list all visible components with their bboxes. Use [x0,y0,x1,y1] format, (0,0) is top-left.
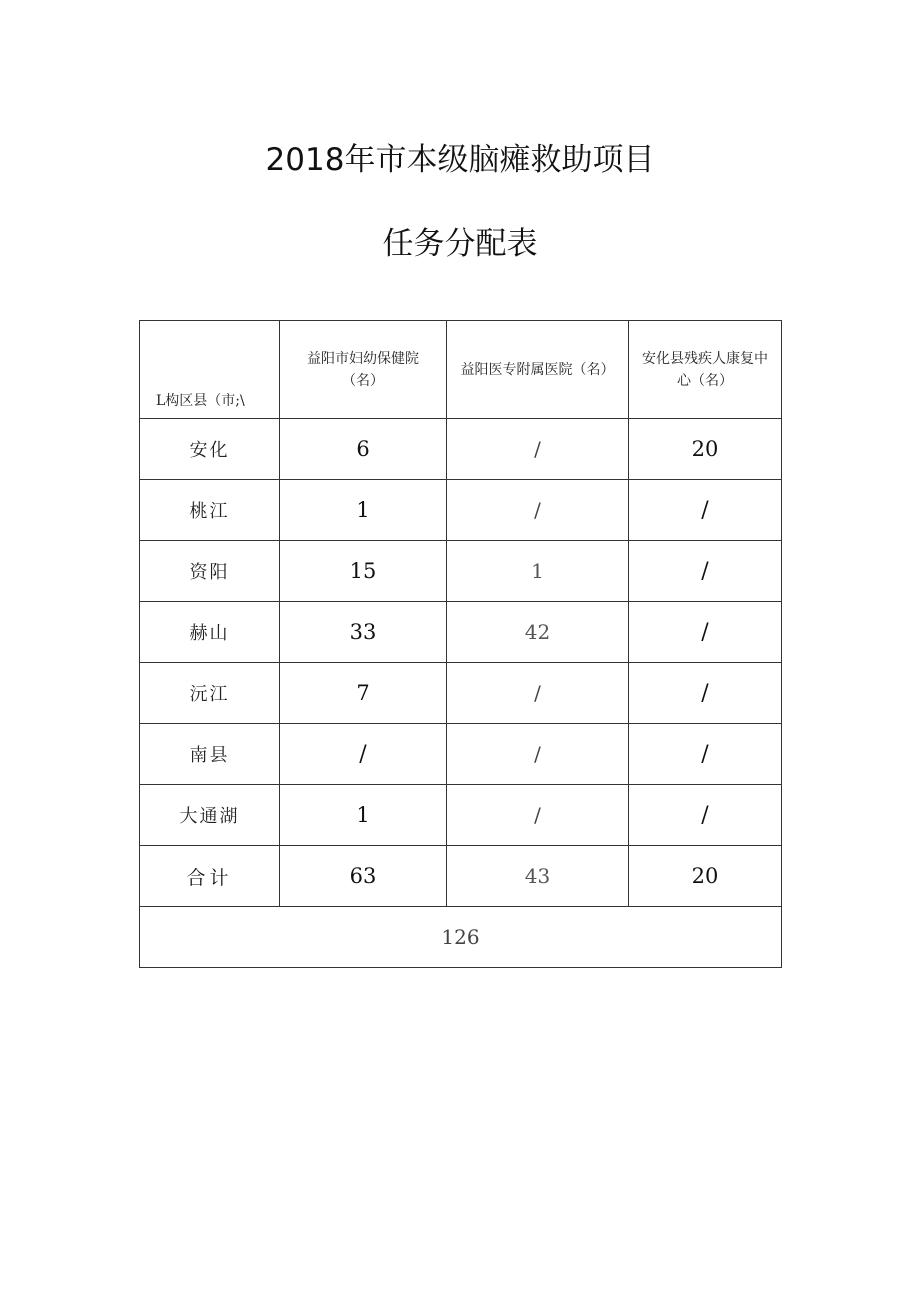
total-value-cell: 63 [280,846,447,907]
table-row [140,419,782,480]
table-row [140,602,782,663]
value-cell: 33 [280,602,447,663]
value-cell: 1 [447,541,629,602]
allocation-table [139,320,782,968]
total-label-cell: 合计 [140,846,280,907]
region-cell: 资阳 [140,541,280,602]
total-row [140,846,782,907]
value-cell: / [447,480,629,541]
document-subtitle: 任务分配表 [382,226,538,262]
value-cell: 20 [629,419,782,480]
value-cell: / [629,724,782,785]
region-cell: 安化 [140,419,280,480]
region-cell: 桃江 [140,480,280,541]
header-cell-maternal-child-hospital [280,321,447,419]
header-cell-medical-college-hospital [447,321,629,419]
region-cell: 沅江 [140,663,280,724]
total-value-cell: 43 [447,846,629,907]
grand-total-cell: 126 [140,907,782,968]
value-cell: / [447,663,629,724]
table-row [140,785,782,846]
value-cell: 1 [280,785,447,846]
table-row [140,724,782,785]
region-cell: 南县 [140,724,280,785]
value-cell: 15 [280,541,447,602]
value-cell: / [629,602,782,663]
value-cell: / [629,785,782,846]
value-cell: / [629,541,782,602]
table-header-row [140,321,782,419]
value-cell: 6 [280,419,447,480]
document-title: 2018年市本级脑瘫救助项目 [265,142,655,178]
corner-label: L构区县（市;\ [156,393,245,409]
grand-total-row [140,907,782,968]
value-cell: 1 [280,480,447,541]
value-cell: 7 [280,663,447,724]
header-text: 安化县残疾人康复中 心（名） [642,350,768,389]
value-cell: 42 [447,602,629,663]
table-row [140,663,782,724]
value-cell: / [447,785,629,846]
value-cell: / [447,724,629,785]
region-cell: 赫山 [140,602,280,663]
total-value-cell: 20 [629,846,782,907]
table-row [140,541,782,602]
corner-header-cell [140,321,280,419]
region-cell: 大通湖 [140,785,280,846]
header-text: 益阳市妇幼保健院 （名） [307,350,419,389]
value-cell: / [629,480,782,541]
header-cell-rehab-center [629,321,782,419]
value-cell: / [447,419,629,480]
header-text: 益阳医专附属医院（名） [460,361,615,378]
value-cell: / [629,663,782,724]
value-cell: / [280,724,447,785]
table-row [140,480,782,541]
